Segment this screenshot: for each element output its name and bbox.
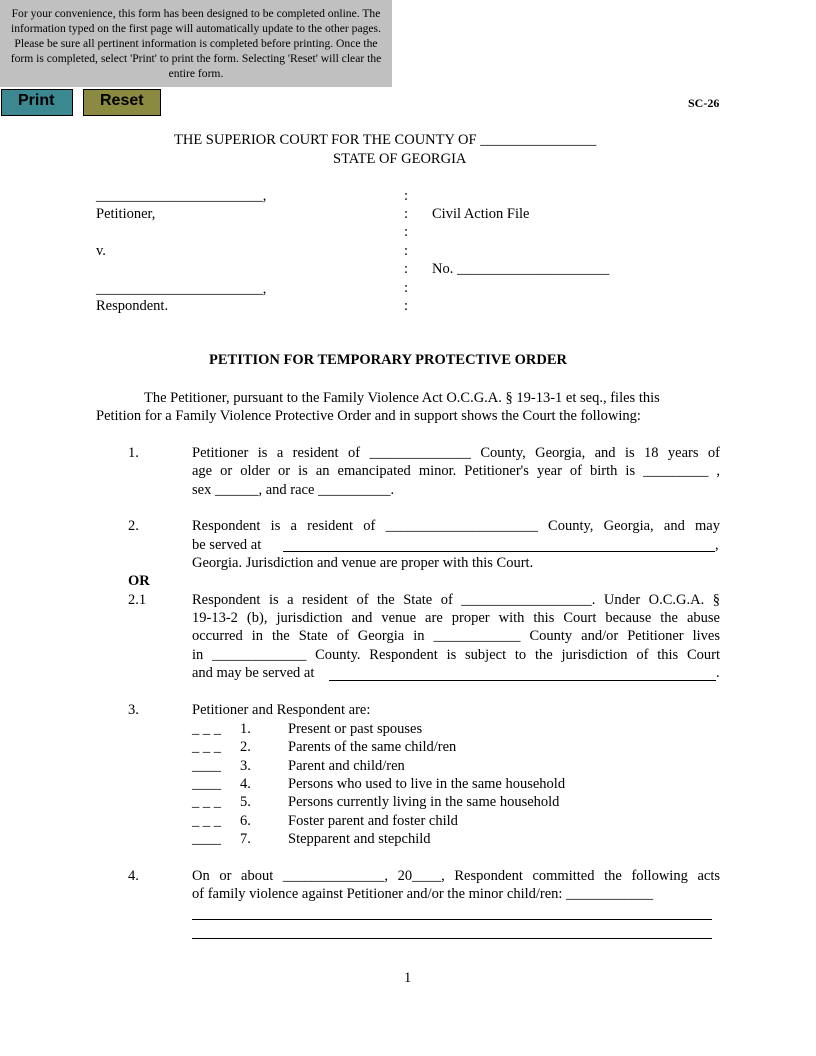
petitioner-name-field[interactable]: _______________________, <box>96 188 267 204</box>
relationship-number: 6. <box>240 813 251 829</box>
case-number-field[interactable]: No. _____________________ <box>432 261 610 277</box>
relationship-number: 2. <box>240 739 251 755</box>
form-code: SC-26 <box>688 96 720 110</box>
para2-line: Georgia. Jurisdiction and venue are proper with this Court. <box>192 555 534 571</box>
respondent-out-of-state-address-field[interactable] <box>329 680 716 681</box>
relationship-checkbox[interactable]: ____ <box>192 776 221 792</box>
para21-line: occurred in the State of Georgia in ____________ County and/or Petitioner lives <box>192 628 720 644</box>
relationship-checkbox[interactable]: ____ <box>192 758 221 774</box>
para3-intro: Petitioner and Respondent are: <box>192 702 371 718</box>
relationship-number: 5. <box>240 794 251 810</box>
relationship-label: Parent and child/ren <box>288 758 405 774</box>
acts-description-field[interactable] <box>192 919 712 920</box>
relationship-label: Persons currently living in the same household <box>288 794 560 810</box>
para21-served-label: and may be served at <box>192 665 315 681</box>
para1-line: sex ______, and race __________. <box>192 482 395 498</box>
versus-label: v. <box>96 243 106 259</box>
relationship-checkbox[interactable]: _ _ _ <box>192 739 221 755</box>
para1-line: Petitioner is a resident of ______________ County, Georgia, and is 18 years of <box>192 445 720 461</box>
reset-button[interactable]: Reset <box>83 89 161 116</box>
respondent-address-field[interactable] <box>283 551 715 552</box>
respondent-label: Respondent. <box>96 298 169 314</box>
caption-colon: : <box>404 280 409 296</box>
para2-line: Respondent is a resident of _____________________ County, Georgia, and may <box>192 518 720 534</box>
relationship-label: Parents of the same child/ren <box>288 739 457 755</box>
intro-line: The Petitioner, pursuant to the Family Violence Act O.C.G.A. § 19-13-1 et seq., files this <box>144 390 660 406</box>
respondent-name-field[interactable]: _______________________, <box>96 281 267 297</box>
intro-line: Petition for a Family Violence Protective Order and in support shows the Court the following: <box>96 408 641 424</box>
relationship-checkbox[interactable]: ____ <box>192 831 221 847</box>
acts-description-field[interactable] <box>192 938 712 939</box>
relationship-number: 7. <box>240 831 251 847</box>
para3-number: 3. <box>128 702 139 718</box>
para21-number: 2.1 <box>128 592 147 608</box>
or-label: OR <box>128 573 150 589</box>
page-number: 1 <box>404 970 412 986</box>
para4-line: of family violence against Petitioner and/or the minor child/ren: ____________ <box>192 886 654 902</box>
relationship-label: Present or past spouses <box>288 721 423 737</box>
para21-line: Respondent is a resident of the State of __________________. Under O.C.G.A. § <box>192 592 720 608</box>
relationship-number: 4. <box>240 776 251 792</box>
para2-number: 2. <box>128 518 139 534</box>
court-heading: THE SUPERIOR COURT FOR THE COUNTY OF ________________ <box>174 132 597 148</box>
caption-colon: : <box>404 298 409 314</box>
court-state: STATE OF GEORGIA <box>333 151 467 167</box>
civil-action-label: Civil Action File <box>432 206 530 222</box>
para1-line: age or older or is an emancipated minor. Petitioner's year of birth is _________ , <box>192 463 720 479</box>
relationship-number: 1. <box>240 721 251 737</box>
relationship-label: Foster parent and foster child <box>288 813 458 829</box>
petition-title: PETITION FOR TEMPORARY PROTECTIVE ORDER <box>209 352 567 368</box>
para1-number: 1. <box>128 445 139 461</box>
form-instructions-notice: For your convenience, this form has been designed to be completed online. The information typed on the first page will automatically update to the other pages. Please be sure all pertinent information is completed before printing. Once the form is completed, select 'Print' to print the form. Selecting 'Reset' will clear the entire form. <box>0 0 392 87</box>
para21-line: 19-13-2 (b), jurisdiction and venue are proper with this Court because the abuse <box>192 610 720 626</box>
relationship-checkbox[interactable]: _ _ _ <box>192 794 221 810</box>
para4-number: 4. <box>128 868 139 884</box>
petitioner-label: Petitioner, <box>96 206 156 222</box>
relationship-label: Stepparent and stepchild <box>288 831 431 847</box>
relationship-number: 3. <box>240 758 251 774</box>
print-button[interactable]: Print <box>1 89 73 116</box>
para2-comma: , <box>715 537 719 553</box>
caption-colon: : <box>404 188 409 204</box>
caption-colon: : <box>404 261 409 277</box>
relationship-checkbox[interactable]: _ _ _ <box>192 813 221 829</box>
caption-colon: : <box>404 243 409 259</box>
caption-colon: : <box>404 206 409 222</box>
relationship-checkbox[interactable]: _ _ _ <box>192 721 221 737</box>
relationship-label: Persons who used to live in the same household <box>288 776 566 792</box>
para21-line: in _____________ County. Respondent is subject to the jurisdiction of this Court <box>192 647 720 663</box>
para21-period: . <box>716 665 720 681</box>
para4-line: On or about ______________, 20____, Respondent committed the following acts <box>192 868 720 884</box>
caption-colon: : <box>404 224 409 240</box>
para2-served-label: be served at <box>192 537 262 553</box>
